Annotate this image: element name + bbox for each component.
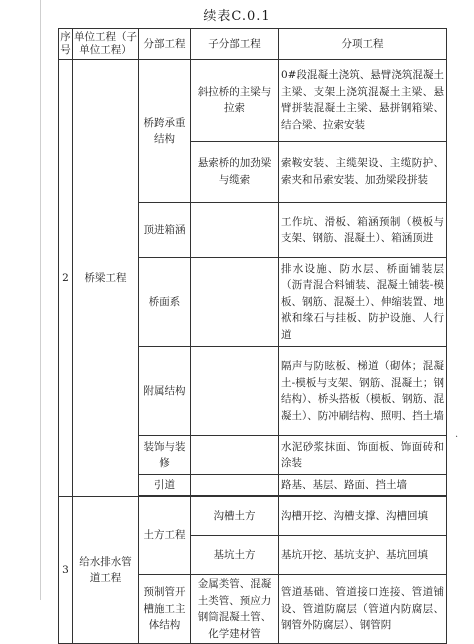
sub-prefab: 金属类管、混凝土类管、预应力钢筒混凝土管、化学建材管	[191, 575, 279, 644]
sub-empty	[191, 258, 279, 347]
row-seq-pipeline: 3	[59, 497, 73, 644]
sub-pit: 基坑土方	[191, 536, 279, 575]
items-trench: 沟槽开挖、沟槽支撑、沟槽回填	[279, 497, 447, 536]
header-subdivision: 子分部工程	[191, 29, 279, 60]
items-decoration: 水泥砂浆抹面、饰面板、饰面砖和涂装	[279, 436, 447, 475]
items-prefab: 管道基础、管道接口连接、管道铺设、管道防腐层（管道内防腐层、钢管外防腐层）、钢管阴	[279, 575, 447, 644]
division-decoration: 装饰与装修	[139, 436, 191, 475]
items-jacking: 工作坑、滑板、箱涵预制（模板与支架、钢筋、混凝土）、箱涵顶进	[279, 203, 447, 258]
items-cable-stayed: 0#段混凝土浇筑、悬臂浇筑混凝土主梁、支架上浇筑混凝土主梁、悬臂拼装混凝土主梁、悬拼钢箱梁、结合梁、拉索安装	[279, 60, 447, 142]
header-item: 分项工程	[279, 29, 447, 60]
sub-empty	[191, 347, 279, 436]
unit-bridge: 桥梁工程	[73, 60, 139, 497]
table-header-row	[59, 29, 447, 60]
sub-suspension: 悬索桥的加劲梁与缆索	[191, 141, 279, 202]
items-deck: 排水设施、防水层、桥面铺装层（沥青混合料铺装、混凝土铺装-模板、钢筋、混凝土）、伸缩装置、地袱和缘石与挂板、防护设施、人行道	[279, 258, 447, 347]
sub-empty	[191, 475, 279, 496]
table-row	[59, 60, 447, 142]
engineering-division-table	[58, 28, 447, 644]
division-ancillary: 附属结构	[139, 347, 191, 436]
page-title: 续表C.0.1	[203, 9, 271, 24]
division-deck: 桥面系	[139, 258, 191, 347]
items-pit: 基坑开挖、基坑支护、基坑回填	[279, 536, 447, 575]
unit-pipeline: 给水排水管道工程	[73, 497, 139, 644]
header-unit: 单位工程（子单位工程）	[73, 29, 139, 60]
page-edge-line	[40, 0, 41, 600]
division-prefab: 预制管开槽施工主体结构	[139, 575, 191, 644]
items-ancillary: 隔声与防眩板、梯道（砌体；混凝土-模板与支架、钢筋、混凝土；钢结构）、桥头搭板（模板、钢筋、混凝土）、防冲刷结构、照明、挡土墙	[279, 347, 447, 436]
division-earthwork: 土方工程	[139, 497, 191, 575]
header-seq: 序号	[59, 29, 73, 60]
items-suspension: 索鞍安装、主缆架设、主缆防护、索夹和吊索安装、加劲梁段拼装	[279, 141, 447, 202]
row-seq-bridge: 2	[59, 60, 73, 497]
items-approach: 路基、基层、路面、挡土墙	[279, 475, 447, 496]
sub-empty	[191, 203, 279, 258]
division-jacking: 顶进箱涵	[139, 203, 191, 258]
sub-trench: 沟槽土方	[191, 497, 279, 536]
header-division: 分部工程	[139, 29, 191, 60]
margin-mark: ·	[455, 432, 459, 443]
table-row	[59, 497, 447, 536]
sub-empty	[191, 436, 279, 475]
division-approach: 引道	[139, 475, 191, 496]
division-main-span: 桥跨承重结构	[139, 60, 191, 203]
sub-cable-stayed: 斜拉桥的主梁与拉索	[191, 60, 279, 142]
